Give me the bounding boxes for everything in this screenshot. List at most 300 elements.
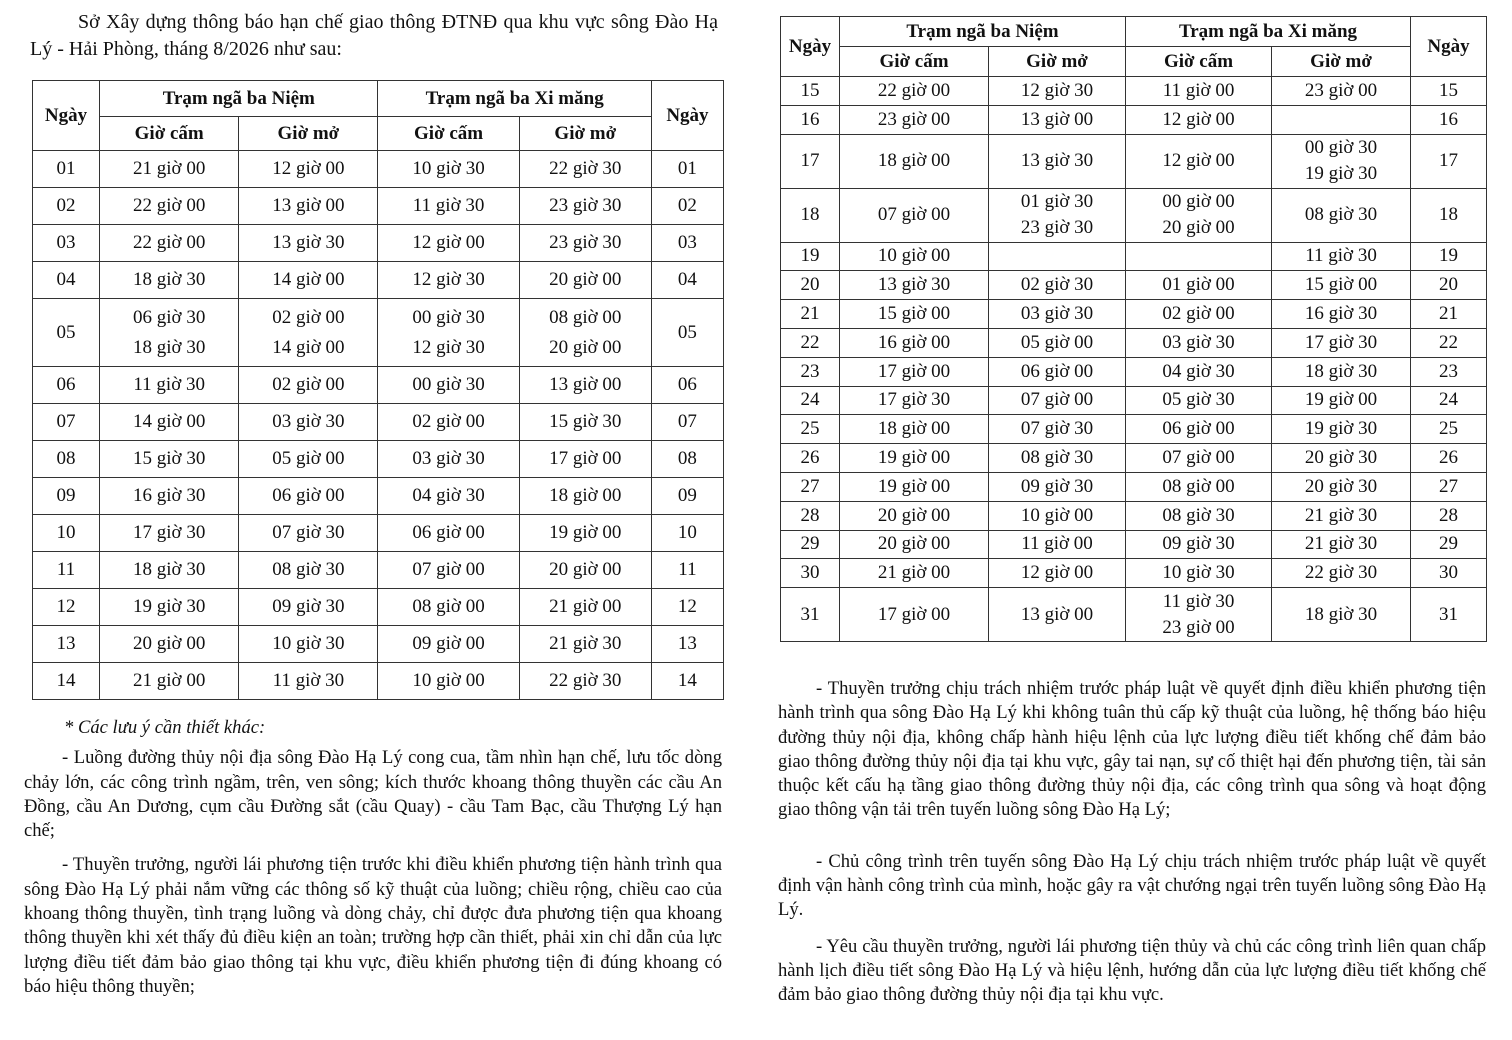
closed-time-cell [1126,77,1272,106]
time-value: 15 giờ 30 [133,448,206,469]
time-value: 22 giờ 00 [133,232,206,253]
time-value: 10 giờ 00 [412,670,485,691]
closed-time-cell [378,589,519,626]
closed-time-cell [1126,386,1272,415]
day-cell: 06 [651,367,723,404]
open-time-cell [519,552,651,589]
time-value: 18 giờ 00 [877,418,951,440]
closed-time-cell [840,530,989,559]
time-value: 12 giờ 00 [1020,562,1094,584]
day-cell: 23 [1411,357,1487,386]
day-cell: 07 [33,404,100,441]
time-value: 22 giờ 30 [549,158,622,179]
open-time-cell [239,404,378,441]
closed-time-cell [378,404,519,441]
time-value: 11 giờ 30 [272,670,345,691]
time-value: 06 giờ 00 [272,485,345,506]
time-value: 17 giờ 00 [877,360,951,382]
open-time-cell [989,134,1126,188]
table-row [781,77,1487,106]
time-value: 07 giờ 00 [877,204,951,226]
table-row [781,271,1487,300]
time-value: 02 giờ 30 [1020,274,1094,296]
time-value: 20 giờ 00 [877,533,951,555]
table-row [781,188,1487,242]
open-time-cell [989,357,1126,386]
open-time-cell [519,663,651,700]
time-value: 17 giờ 30 [133,522,206,543]
day-cell: 30 [781,559,840,588]
time-value: 08 giờ 30 [1304,204,1378,226]
day-cell: 27 [1411,472,1487,501]
header-closed-time: Giờ cấm [840,47,989,77]
time-value: 17 giờ 00 [549,448,622,469]
header-closed-time: Giờ cấm [1126,47,1272,77]
time-value: 08 giờ 30 [272,559,345,580]
time-value: 08 giờ 00 [1162,475,1235,497]
day-cell: 25 [1411,415,1487,444]
open-time-cell [1272,559,1411,588]
time-value: 20 giờ 00 [1162,217,1235,239]
table-row [781,357,1487,386]
day-cell: 09 [651,478,723,515]
open-time-cell [989,530,1126,559]
time-value: 23 giờ 30 [549,232,622,253]
time-value: 16 giờ 30 [1304,303,1378,325]
open-time-cell [989,386,1126,415]
open-time-cell [1272,588,1411,642]
open-time-cell [989,415,1126,444]
time-value: 13 giờ 30 [1020,150,1094,172]
closed-time-cell [100,299,239,367]
day-cell: 16 [1411,105,1487,134]
table-row [33,188,724,225]
time-value: 13 giờ 00 [272,195,345,216]
schedule-rows [781,77,1487,642]
day-cell: 03 [651,225,723,262]
time-value: 12 giờ 30 [412,269,485,290]
open-time-cell [989,271,1126,300]
header-open-time: Giờ mở [989,47,1126,77]
day-cell: 24 [1411,386,1487,415]
time-value: 20 giờ 00 [877,504,951,526]
left-page-column [24,0,724,997]
time-value: 06 giờ 00 [412,522,485,543]
day-cell: 01 [651,151,723,188]
time-value: 06 giờ 00 [1020,360,1094,382]
time-value: 11 giờ 30 [1305,245,1377,267]
time-value: 20 giờ 00 [549,336,622,358]
time-value: 19 giờ 00 [1304,389,1378,411]
time-value: 11 giờ 00 [1021,533,1093,555]
table-row [781,242,1487,271]
closed-time-cell [378,188,519,225]
day-cell: 13 [651,626,723,663]
closed-time-cell [840,415,989,444]
table-row [33,404,724,441]
open-time-cell [1272,188,1411,242]
open-time-cell [1272,530,1411,559]
closed-time-cell [378,441,519,478]
time-value: 10 giờ 00 [1020,504,1094,526]
day-cell: 06 [33,367,100,404]
day-cell: 15 [1411,77,1487,106]
time-value: 05 giờ 00 [272,448,345,469]
day-cell: 19 [781,242,840,271]
time-value: 02 giờ 00 [272,306,345,328]
table-row [33,225,724,262]
closed-time-cell [840,588,989,642]
time-value: 02 giờ 00 [1162,303,1235,325]
time-value: 10 giờ 30 [412,158,485,179]
time-value: 17 giờ 30 [877,389,951,411]
open-time-cell [989,242,1126,271]
closed-time-cell [1126,472,1272,501]
note-paragraph: - Luồng đường thủy nội địa sông Đào Hạ Lý cong cua, tầm nhìn hạn chế, lưu tốc dòng chảy lớn, các công trình ngầm, trên, ven sông; kích thước khoang thông thuyền các cầu An Đồng, cầu An Dương, cụm cầu Đường sắt (cầu Quay) - cầu Tam Bạc, cầu Thượng Lý hạn chế; [24,747,722,842]
time-value: 12 giờ 00 [412,232,485,253]
notes-heading: * Các lưu ý cần thiết khác: [64,717,266,738]
open-time-cell [989,444,1126,473]
time-value: 18 giờ 30 [133,269,206,290]
closed-time-cell [100,515,239,552]
time-value: 21 giờ 30 [1304,533,1378,555]
time-value: 23 giờ 00 [877,108,951,130]
time-value: 18 giờ 30 [1304,603,1378,625]
open-time-cell [239,589,378,626]
header-station-niem: Trạm ngã ba Niệm [840,17,1126,47]
closed-time-cell [378,663,519,700]
time-value: 17 giờ 00 [877,603,951,625]
time-value: 12 giờ 00 [1162,150,1235,172]
time-value: 19 giờ 00 [877,447,951,469]
closed-time-cell [1126,188,1272,242]
time-value: 23 giờ 30 [549,195,622,216]
header-open-time: Giờ mở [519,117,651,151]
time-value: 23 giờ 30 [1020,217,1094,239]
closed-time-cell [1126,328,1272,357]
time-value: 05 giờ 30 [1162,389,1235,411]
closed-time-cell [378,299,519,367]
day-cell: 04 [651,262,723,299]
open-time-cell [1272,444,1411,473]
header-station-xi-mang: Trạm ngã ba Xi măng [1126,17,1411,47]
closed-time-cell [378,626,519,663]
time-value: 11 giờ 30 [1162,590,1235,612]
time-value: 12 giờ 30 [412,336,485,358]
time-value: 01 giờ 30 [1020,191,1094,213]
closed-time-cell [100,188,239,225]
day-cell: 11 [33,552,100,589]
time-value: 18 giờ 30 [1304,360,1378,382]
notes-left [24,716,722,999]
open-time-cell [989,501,1126,530]
day-cell: 04 [33,262,100,299]
closed-time-cell [100,367,239,404]
open-time-cell [519,626,651,663]
closed-time-cell [100,626,239,663]
closed-time-cell [378,225,519,262]
closed-time-cell [378,478,519,515]
closed-time-cell [840,134,989,188]
day-cell: 23 [781,357,840,386]
time-value: 22 giờ 00 [133,195,206,216]
day-cell: 02 [651,188,723,225]
closed-time-cell [1126,105,1272,134]
open-time-cell [239,478,378,515]
open-time-cell [1272,77,1411,106]
open-time-cell [519,441,651,478]
time-value: 14 giờ 00 [133,411,206,432]
open-time-cell [519,188,651,225]
header-closed-time: Giờ cấm [100,117,239,151]
time-value: 23 giờ 00 [1162,616,1235,638]
time-value: 19 giờ 30 [1304,418,1378,440]
header-day: Ngày [1411,17,1487,77]
time-value: 10 giờ 30 [1162,562,1235,584]
time-value: 09 giờ 30 [272,596,345,617]
day-cell: 12 [33,589,100,626]
open-time-cell [519,515,651,552]
closed-time-cell [840,271,989,300]
intro-paragraph: Sở Xây dựng thông báo hạn chế giao thông ĐTNĐ qua khu vực sông Đào Hạ Lý - Hải Phòng, tháng 8/2026 như sau: [30,11,718,60]
time-value: 06 giờ 00 [1162,418,1235,440]
time-value: 03 giờ 30 [272,411,345,432]
time-value: 21 giờ 00 [877,562,951,584]
day-cell: 08 [33,441,100,478]
day-cell: 20 [781,271,840,300]
note-paragraph: - Yêu cầu thuyền trưởng, người lái phương tiện thủy và chủ các công trình liên quan chấp hành lịch điều tiết sông Đào Hạ Lý và hiệu lệnh, hướng dẫn của lực lượng điều tiết khống chế đảm bảo giao thông đường thủy nội địa tại khu vực. [778,935,1486,1006]
time-value: 22 giờ 30 [549,670,622,691]
open-time-cell [239,515,378,552]
open-time-cell [989,300,1126,329]
time-value: 11 giờ 30 [412,195,485,216]
time-value: 03 giờ 30 [412,448,485,469]
time-value: 15 giờ 00 [877,303,951,325]
time-value: 08 giờ 30 [1162,504,1235,526]
day-cell: 13 [33,626,100,663]
open-time-cell [1272,134,1411,188]
time-value: 07 giờ 00 [1162,447,1235,469]
time-value: 09 giờ 30 [1162,533,1235,555]
time-value: 13 giờ 30 [877,274,951,296]
time-value: 20 giờ 30 [1304,475,1378,497]
closed-time-cell [1126,357,1272,386]
time-value: 20 giờ 00 [549,559,622,580]
closed-time-cell [840,357,989,386]
time-value: 19 giờ 30 [133,596,206,617]
header-station-xi-mang: Trạm ngã ba Xi măng [378,81,651,117]
closed-time-cell [100,441,239,478]
table-row [33,589,724,626]
table-row [33,262,724,299]
open-time-cell [989,77,1126,106]
day-cell: 20 [1411,271,1487,300]
day-cell: 10 [651,515,723,552]
open-time-cell [519,404,651,441]
table-row [781,328,1487,357]
time-value: 23 giờ 00 [1304,79,1378,101]
closed-time-cell [378,262,519,299]
open-time-cell [239,151,378,188]
closed-time-cell [840,77,989,106]
day-cell: 18 [781,188,840,242]
time-value: 09 giờ 30 [1020,475,1094,497]
day-cell: 12 [651,589,723,626]
closed-time-cell [1126,134,1272,188]
open-time-cell [989,588,1126,642]
closed-time-cell [840,501,989,530]
closed-time-cell [1126,242,1272,271]
time-value: 16 giờ 00 [877,331,951,353]
day-cell: 16 [781,105,840,134]
time-value: 12 giờ 00 [272,158,345,179]
time-value: 18 giờ 30 [133,559,206,580]
day-cell: 31 [1411,588,1487,642]
closed-time-cell [840,559,989,588]
time-value: 15 giờ 30 [549,411,622,432]
time-value: 18 giờ 00 [549,485,622,506]
closed-time-cell [100,663,239,700]
time-value: 00 giờ 30 [1304,137,1378,159]
time-value: 21 giờ 00 [133,158,206,179]
open-time-cell [519,478,651,515]
time-value: 18 giờ 00 [877,150,951,172]
day-cell: 18 [1411,188,1487,242]
open-time-cell [989,105,1126,134]
open-time-cell [239,225,378,262]
time-value: 21 giờ 30 [549,633,622,654]
time-value: 17 giờ 30 [1304,331,1378,353]
table-row [781,444,1487,473]
closed-time-cell [1126,300,1272,329]
open-time-cell [239,626,378,663]
open-time-cell [519,225,651,262]
note-paragraph: - Chủ công trình trên tuyến sông Đào Hạ Lý chịu trách nhiệm trước pháp luật về quyết định vận hành công trình của mình, hoặc gây ra vật chướng ngại trên tuyến luồng sông Đào Hạ Lý. [778,850,1486,921]
time-value: 21 giờ 00 [133,670,206,691]
header-day: Ngày [781,17,840,77]
time-value: 11 giờ 00 [1162,79,1235,101]
table-row [33,299,724,367]
time-value: 07 giờ 30 [1020,418,1094,440]
schedule-table-days-15-31 [780,16,1487,642]
day-cell: 22 [1411,328,1487,357]
notes-right [778,677,1486,1008]
header-closed-time: Giờ cấm [378,117,519,151]
time-value: 13 giờ 00 [549,374,622,395]
time-value: 04 giờ 30 [412,485,485,506]
closed-time-cell [378,552,519,589]
open-time-cell [239,262,378,299]
open-time-cell [519,151,651,188]
table-row [33,151,724,188]
header-open-time: Giờ mở [239,117,378,151]
header-day: Ngày [33,81,100,151]
time-value: 14 giờ 00 [272,269,345,290]
closed-time-cell [100,404,239,441]
day-cell: 14 [33,663,100,700]
table-row [781,559,1487,588]
day-cell: 05 [33,299,100,367]
closed-time-cell [840,105,989,134]
table-row [33,367,724,404]
open-time-cell [239,552,378,589]
time-value: 13 giờ 00 [1020,603,1094,625]
day-cell: 30 [1411,559,1487,588]
day-cell: 01 [33,151,100,188]
closed-time-cell [840,472,989,501]
closed-time-cell [100,589,239,626]
day-cell: 26 [781,444,840,473]
header-day: Ngày [651,81,723,151]
closed-time-cell [840,188,989,242]
closed-time-cell [100,552,239,589]
time-value: 00 giờ 00 [1162,191,1235,213]
table-row [33,552,724,589]
note-paragraph: - Thuyền trưởng, người lái phương tiện trước khi điều khiển phương tiện hành trình qua sông Đào Hạ Lý phải nắm vững các thông số kỹ thuật của luồng; chiều rộng, chiều cao của khoang thông thuyền, tình trạng luồng và dòng chảy, chỉ được đưa phương tiện qua khoang thông thuyền khi xét thấy đủ điều kiện an toàn; trường hợp cần thiết, phải xin chỉ dẫn của lực lượng điều tiết đảm bảo giao thông tại khu vực, điều khiển phương tiện đi đúng khoang có báo hiệu thông thuyền; [24,854,722,997]
closed-time-cell [100,478,239,515]
header-station-niem: Trạm ngã ba Niệm [100,81,378,117]
time-value: 08 giờ 30 [1020,447,1094,469]
open-time-cell [1272,501,1411,530]
day-cell: 28 [1411,501,1487,530]
open-time-cell [1272,271,1411,300]
time-value: 19 giờ 00 [877,475,951,497]
time-value: 12 giờ 00 [1162,108,1235,130]
day-cell: 14 [651,663,723,700]
open-time-cell [989,328,1126,357]
time-value: 19 giờ 00 [549,522,622,543]
day-cell: 21 [781,300,840,329]
time-value: 15 giờ 00 [1304,274,1378,296]
time-value: 08 giờ 00 [412,596,485,617]
day-cell: 09 [33,478,100,515]
open-time-cell [519,589,651,626]
time-value: 10 giờ 30 [272,633,345,654]
closed-time-cell [840,242,989,271]
open-time-cell [1272,386,1411,415]
open-time-cell [519,299,651,367]
time-value: 22 giờ 00 [877,79,951,101]
time-value: 20 giờ 30 [1304,447,1378,469]
closed-time-cell [1126,588,1272,642]
open-time-cell [239,663,378,700]
time-value: 03 giờ 30 [1162,331,1235,353]
note-paragraph: - Thuyền trưởng chịu trách nhiệm trước pháp luật về quyết định điều khiển phương tiện hành trình qua sông Đào Hạ Lý khi không tuân thủ cấp kỹ thuật của luồng, hệ thống báo hiệu đường thủy nội địa, không chấp hành hiệu lệnh của lực lượng điều tiết khống chế đảm bảo giao thông đường thủy nội địa tại khu vực, gây tai nạn, sự cố thiệt hại đến phương tiện, tài sản thuộc kết cấu hạ tầng giao thông đường thủy nội địa, các công trình qua sông và hoạt động giao thông vận tải trên tuyến luồng sông Đào Hạ Lý; [778,678,1486,821]
time-value: 04 giờ 30 [1162,360,1235,382]
open-time-cell [989,188,1126,242]
day-cell: 19 [1411,242,1487,271]
time-value: 22 giờ 30 [1304,562,1378,584]
time-value: 20 giờ 00 [133,633,206,654]
open-time-cell [1272,415,1411,444]
time-value: 12 giờ 30 [1020,79,1094,101]
time-value: 08 giờ 00 [549,306,622,328]
open-time-cell [519,262,651,299]
time-value: 01 giờ 00 [1162,274,1235,296]
time-value: 13 giờ 00 [1020,108,1094,130]
day-cell: 15 [781,77,840,106]
time-value: 07 giờ 30 [272,522,345,543]
closed-time-cell [378,515,519,552]
time-value: 03 giờ 30 [1020,303,1094,325]
day-cell: 05 [651,299,723,367]
day-cell: 26 [1411,444,1487,473]
closed-time-cell [840,444,989,473]
table-row [33,663,724,700]
closed-time-cell [378,151,519,188]
time-value: 07 giờ 00 [1020,389,1094,411]
table-row [781,501,1487,530]
